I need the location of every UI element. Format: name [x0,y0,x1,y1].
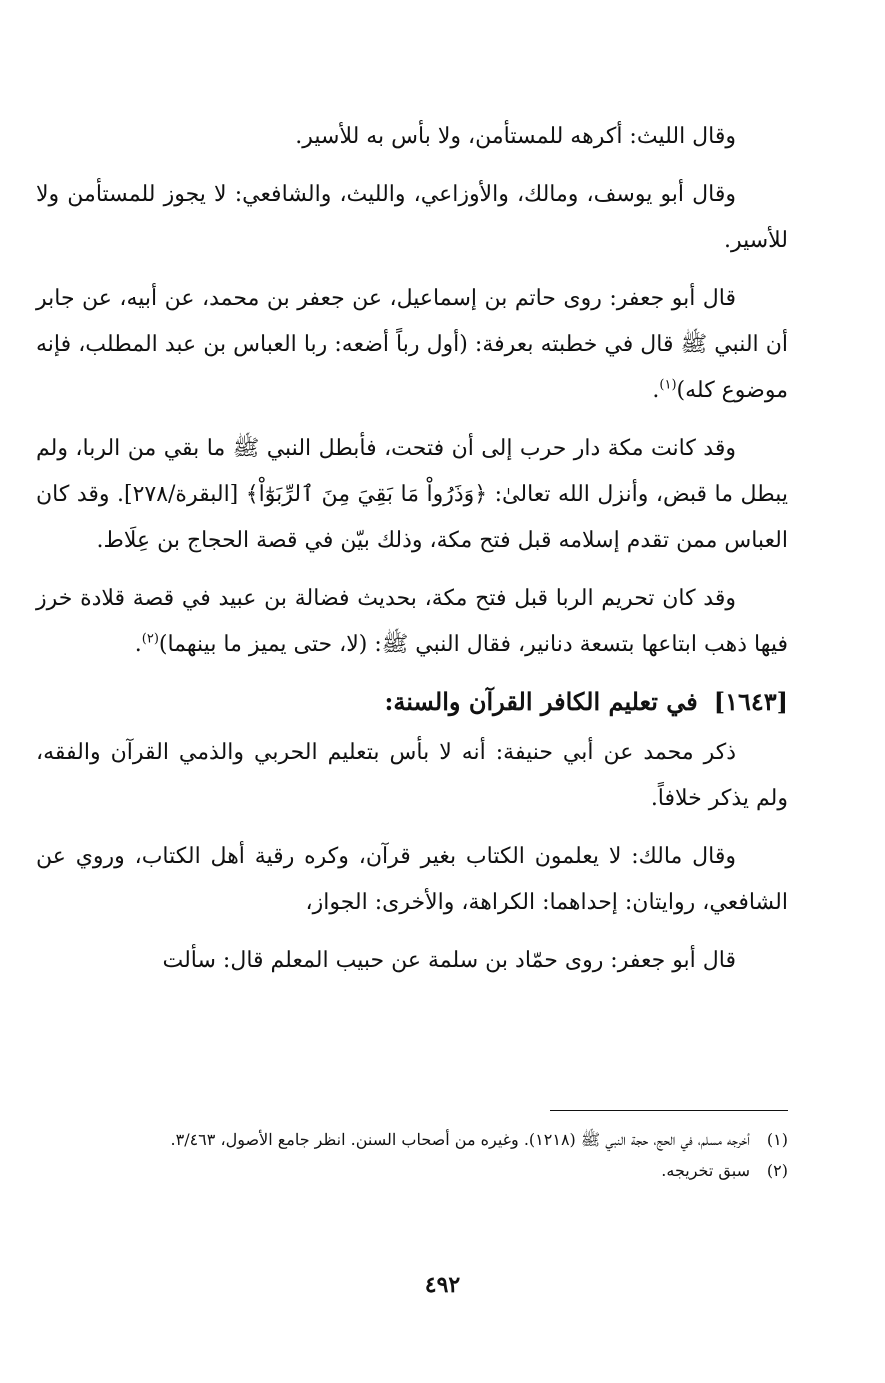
footnote-number: (٢) [766,1161,788,1180]
footnote-number: (١) [766,1130,788,1149]
paragraph-mecca: وقد كانت مكة دار حرب إلى أن فتحت، فأبطل النبي ﷺ ما بقي من الربا، ولم يبطل ما قبض، وأنزل الله تعالىٰ: ﴿وَذَرُواْ مَا بَقِيَ مِنَ ٱلرِّبَوٰٓاْ﴾ [البقرة/٢٧٨]. وقد كان العباس ممن تقدم إسلامه قبل فتح مكة، وذلك بيّن في قصة الحجاج بن عِلَاط. [36,436,788,553]
paragraph-abu-hanifa: ذكر محمد عن أبي حنيفة: أنه لا بأس بتعليم الحربي والذمي القرآن والفقه، ولم يذكر خلافاً. [36,740,788,811]
footnote-2 [36,1155,788,1186]
footnotes [36,1124,788,1186]
paragraph-fadala [36,576,788,668]
section-number: [١٦٤٣] [713,687,788,716]
paragraph-text: قال أبو جعفر: روى حاتم بن إسماعيل، عن جعفر بن محمد، عن أبيه، عن جابر أن النبي ﷺ قال في خطبته بعرفة: (أول رباً أضعه: ربا العباس بن عبد المطلب، فإنه موضوع كله) [36,286,788,403]
paragraph-end: . [134,632,142,657]
footnote-text: سبق تخريجه. [661,1161,750,1180]
paragraph-abu-yusuf: وقال أبو يوسف، ومالك، والأوزاعي، والليث، والشافعي: لا يجوز للمستأمن ولا للأسير. [36,182,788,253]
paragraph-hammad: قال أبو جعفر: روى حمّاد بن سلمة عن حبيب المعلم قال: سألت [162,948,736,973]
paragraph-text: وقد كان تحريم الربا قبل فتح مكة، بحديث فضالة بن عبيد في قصة قلادة خرز فيها ذهب ابتاعها بتسعة دنانير، فقال النبي ﷺ: (لا، حتى يميز ما بينهما) [36,586,788,657]
footnote-ref-2[interactable]: (٢) [141,631,159,647]
section-title: في تعليم الكافر القرآن والسنة: [384,687,698,716]
footnote-text: أخرجه مسلم، في الحج، حجة النبي ﷺ (١٢١٨). وغيره من أصحاب السنن. انظر جامع الأصول، ٣/٤٦٣. [170,1130,750,1149]
paragraph-malik: وقال مالك: لا يعلمون الكتاب بغير قرآن، وكره رقية أهل الكتاب، وروي عن الشافعي، روايتان: إحداهما: الكراهة، والأخرى: الجواز، [36,844,788,915]
footnote-divider [550,1110,788,1111]
paragraph-end: . [652,378,660,403]
section-heading [36,680,788,724]
footnote-ref-1[interactable]: (١) [659,377,677,393]
paragraph-layth: وقال الليث: أكرهه للمستأمن، ولا بأس به للأسير. [295,124,736,149]
main-text [36,114,788,996]
paragraph-hadith-arafah [36,276,788,414]
footnote-1 [36,1124,788,1155]
page-number: ٤٩٢ [424,1272,461,1298]
